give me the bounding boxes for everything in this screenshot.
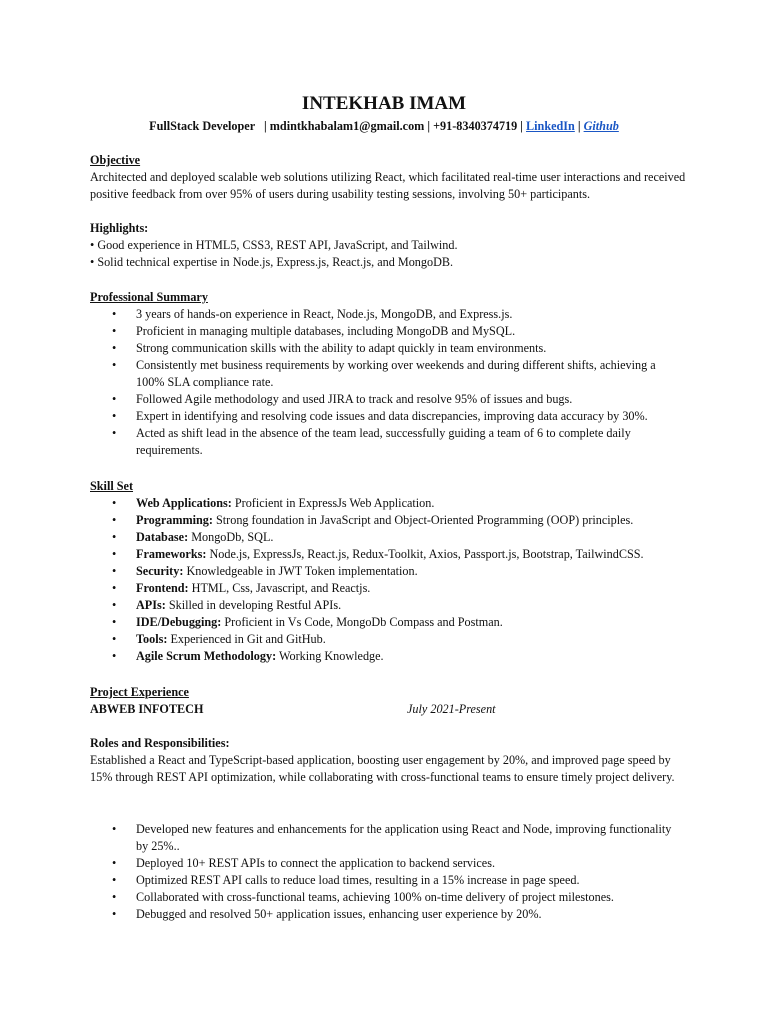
skill-value: Knowledgeable in JWT Token implementation. (183, 564, 418, 578)
skill-item (0, 648, 676, 665)
skill-item (0, 495, 676, 512)
summary-heading: Professional Summary (90, 290, 208, 304)
list-item: • Debugged and resolved 50+ application issues, enhancing user experience by 20%. (0, 906, 676, 923)
skill-value: Proficient in ExpressJs Web Application. (231, 496, 435, 510)
skill-item (0, 546, 676, 563)
linkedin-link[interactable]: LinkedIn (526, 119, 575, 133)
skill-item (0, 563, 676, 580)
highlight-item: • Good experience in HTML5, CSS3, REST API, JavaScript, and Tailwind. (90, 238, 458, 252)
skill-value: MongoDb, SQL. (188, 530, 274, 544)
list-item: • Collaborated with cross-functional teams, achieving 100% on-time delivery of project milestones. (0, 889, 676, 906)
skill-key: Tools: (136, 632, 168, 646)
skill-value: HTML, Css, Javascript, and Reactjs. (188, 581, 371, 595)
list-item: • Optimized REST API calls to reduce load times, resulting in a 15% increase in page speed. (0, 872, 676, 889)
skill-value: Skilled in developing Restful APIs. (165, 598, 342, 612)
phone-text: +91-8340374719 (433, 119, 518, 133)
skill-key: APIs: (136, 598, 166, 612)
skill-item (0, 614, 676, 631)
skill-key: Security: (136, 564, 184, 578)
company-row (90, 701, 690, 718)
skill-key: IDE/Debugging: (136, 615, 222, 629)
candidate-name: INTEKHAB IMAM (301, 93, 467, 114)
skill-value: Node.js, ExpressJs, React.js, Redux-Toolkit, Axios, Passport.js, Bootstrap, TailwindCSS. (206, 547, 644, 561)
list-item: • Proficient in managing multiple databases, including MongoDB and MySQL. (0, 323, 676, 340)
contact-line: FullStack Developer | mdintkhabalam1@gmail.com | +91-8340374719 | LinkedIn | Github (149, 119, 619, 133)
skill-key: Frameworks: (136, 547, 207, 561)
experience-list (0, 821, 676, 923)
employment-dates: July 2021-Present (407, 702, 496, 716)
list-item: • Expert in identifying and resolving code issues and data discrepancies, improving data accuracy by 30%. (0, 408, 676, 425)
skill-value: Strong foundation in JavaScript and Object-Oriented Programming (OOP) principles. (212, 513, 634, 527)
skill-item (0, 580, 676, 597)
summary-list (0, 306, 676, 459)
email-text: mdintkhabalam1@gmail.com (269, 119, 425, 133)
objective-text: Architected and deployed scalable web solutions utilizing React, which facilitated real-time user interactions and received positive feedback from over 95% of users during usability testing sessions, involving 50+ participants. (90, 170, 686, 201)
skill-item (0, 512, 676, 529)
experience-heading: Project Experience (90, 685, 189, 699)
skill-value: Proficient in Vs Code, MongoDb Compass and Postman. (221, 615, 503, 629)
list-item: • Strong communication skills with the ability to adapt quickly in team environments. (0, 340, 676, 357)
list-item: • Consistently met business requirements by working over weekends and during different shifts, achieving a 100% SLA compliance rate. (0, 357, 676, 391)
company-name: ABWEB INFOTECH (90, 702, 204, 716)
highlights-heading: Highlights: (90, 221, 149, 235)
skill-key: Programming: (136, 513, 213, 527)
objective-heading: Objective (90, 153, 141, 167)
list-item: • Followed Agile methodology and used JIRA to track and resolve 95% of issues and bugs. (0, 391, 676, 408)
skill-key: Database: (136, 530, 189, 544)
list-item: • Deployed 10+ REST APIs to connect the application to backend services. (0, 855, 676, 872)
list-item: • Developed new features and enhancements for the application using React and Node, improving functionality by 25%.. (0, 821, 676, 855)
skills-heading: Skill Set (90, 479, 134, 493)
roles-heading: Roles and Responsibilities: (90, 736, 230, 750)
highlight-item: • Solid technical expertise in Node.js, Express.js, React.js, and MongoDB. (90, 255, 454, 269)
skill-value: Experienced in Git and GitHub. (167, 632, 326, 646)
job-title: FullStack Developer (149, 119, 255, 133)
github-link[interactable]: Github (583, 119, 619, 133)
list-item: • 3 years of hands-on experience in React, Node.js, MongoDB, and Express.js. (0, 306, 676, 323)
skill-value: Working Knowledge. (276, 649, 384, 663)
skill-item (0, 529, 676, 546)
skills-list (0, 495, 676, 665)
list-item: • Acted as shift lead in the absence of the team lead, successfully guiding a team of 6 to complete daily requirements. (0, 425, 676, 459)
skill-key: Agile Scrum Methodology: (136, 649, 277, 663)
roles-text: Established a React and TypeScript-based application, boosting user engagement by 20%, and improved page speed by 15% through REST API optimization, while collaborating with cross-functional teams to ensure timely project delivery. (90, 753, 675, 784)
skill-item (0, 631, 676, 648)
skill-key: Frontend: (136, 581, 189, 595)
skill-key: Web Applications: (136, 496, 232, 510)
skill-item (0, 597, 676, 614)
